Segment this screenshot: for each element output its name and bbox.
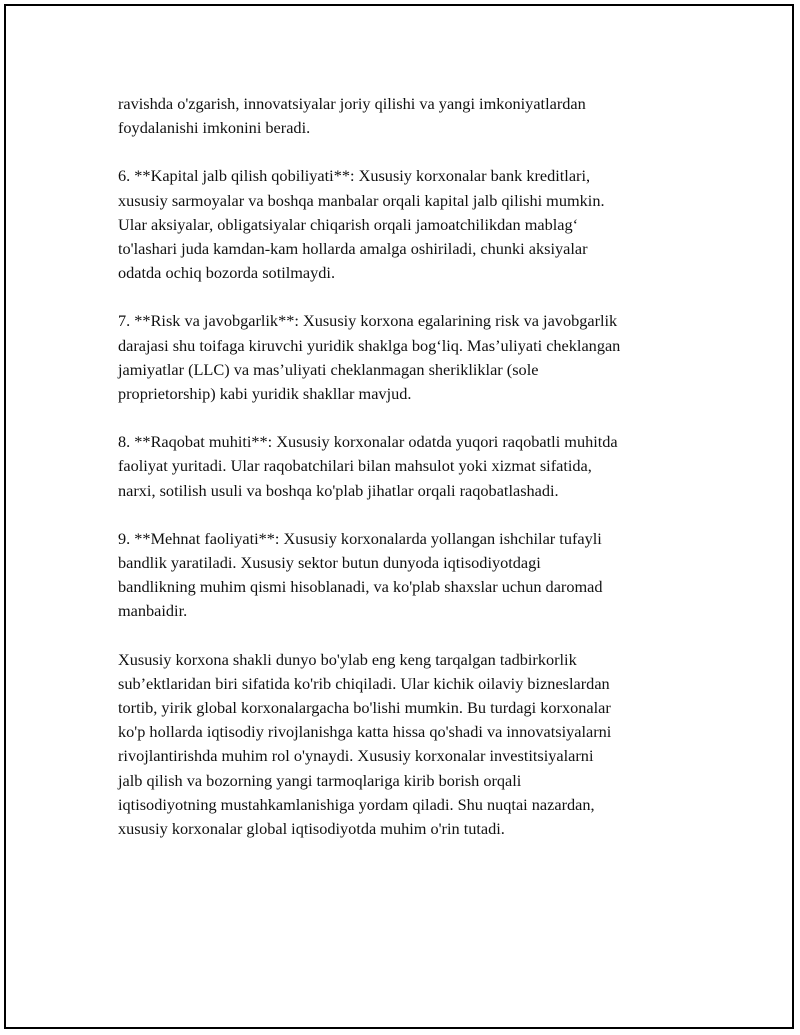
paragraph-continuation: ravishda o'zgarish, innovatsiyalar joriy qilishi va yangi imkoniyatlardan foydalanishi imkonini beradi. [118,94,586,138]
document-body [118,92,698,865]
paragraph-conclusion: Xususiy korxona shakli dunyo bo'ylab eng keng tarqalgan tadbirkorlik sub’ektlaridan biri sifatida ko'rib chiqiladi. Ular kichik oilaviy bizneslardan tortib, yirik global korxonalargacha bo'lishi mumkin. Bu turdagi korxonalar ko'p hollarda iqtisodiy rivojlanishga katta hissa qo'shadi va innovatsiyalarni rivojlantirishda muhim rol o'ynaydi. Xususiy korxonalar investitsiyalarni jalb qilish va bozorning yangi tarmoqlariga kirib borish orqali iqtisodiyotning mustahkamlanishiga yordam qiladi. Shu nuqtai nazardan, xususiy korxonalar global iqtisodiyotda muhim o'rin tutadi. [118,649,612,839]
paragraph-item-7: 7. **Risk va javobgarlik**: Xususiy korxona egalarining risk va javobgarlik darajasi shu toifaga kiruvchi yuridik shaklga bog‘liq. Mas’uliyati cheklangan jamiyatlar (LLC) va mas’uliyati cheklanmagan sherikliklar (sole proprietorship) kabi yuridik shakllar mavjud. [118,311,621,404]
paragraph-item-6: 6. **Kapital jalb qilish qobiliyati**: Xususiy korxonalar bank kreditlari, xususiy sarmoyalar va boshqa manbalar orqali kapital jalb qilishi mumkin. Ular aksiyalar, obligatsiyalar chiqarish orqali jamoatchilikdan mablag‘ to'lashari juda kamdan-kam hollarda amalga oshiriladi, chunki aksiyalar odatda ochiq bozorda sotilmaydi. [118,166,605,283]
paragraph-item-9: 9. **Mehnat faoliyati**: Xususiy korxonalarda yollangan ishchilar tufayli bandlik yaratiladi. Xususiy sektor butun dunyoda iqtisodiyotdagi bandlikning muhim qismi hisoblanadi, va ko'plab shaxslar uchun daromad manbaidir. [118,528,603,621]
paragraph-item-8: 8. **Raqobat muhiti**: Xususiy korxonalar odatda yuqori raqobatli muhitda faoliyat yuritadi. Ular raqobatchilari bilan mahsulot yoki xizmat sifatida, narxi, sotilish usuli va boshqa ko'plab jihatlar orqali raqobatlashadi. [118,432,618,500]
